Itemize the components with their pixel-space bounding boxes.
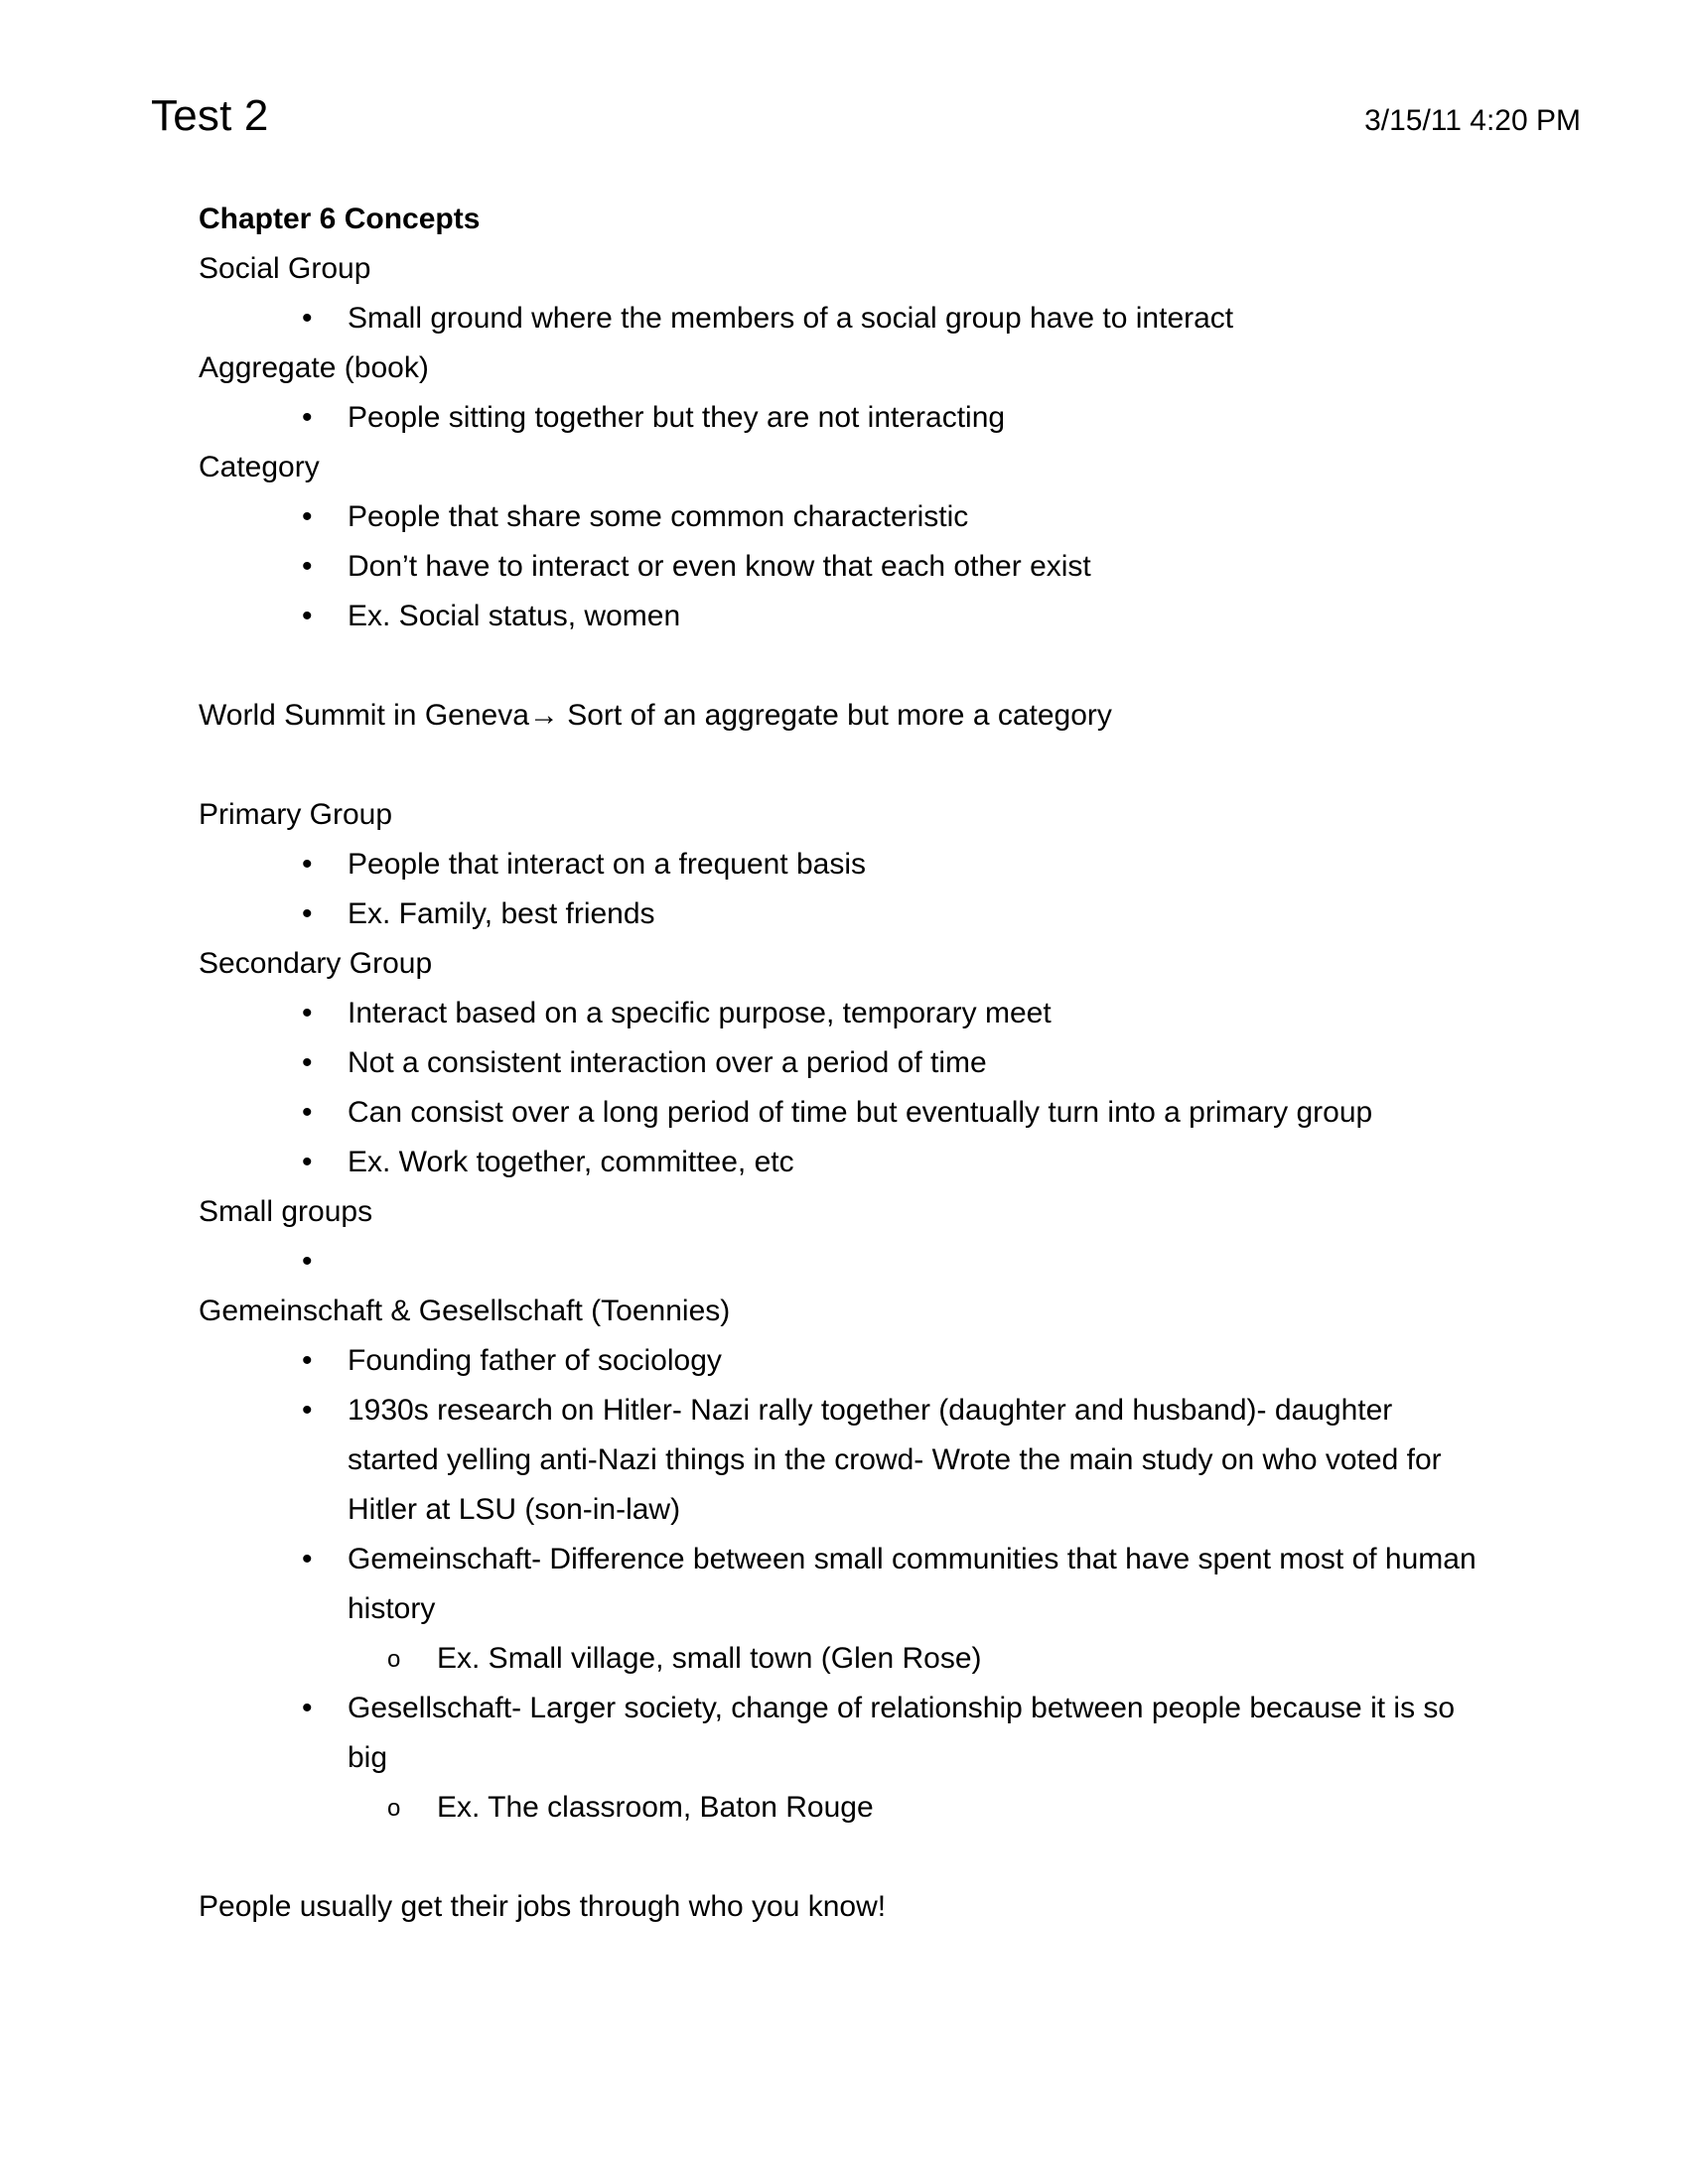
disc-bullet-icon: • [302,997,313,1029]
outline-term: World Summit in Geneva→ Sort of an aggregate but more a category [199,699,1112,732]
outline-term: Social Group [199,252,371,285]
page-title: Test 2 [151,91,269,140]
document-body [199,195,1489,1932]
disc-bullet-icon: • [302,1046,313,1079]
sub-bullet-item [199,1783,1489,1833]
disc-bullet-icon: • [302,500,313,533]
bullet-text: Don’t have to interact or even know that each other exist [348,550,1091,583]
bullet-text: Ex. Social status, women [348,600,681,632]
disc-bullet-icon: • [302,302,313,335]
bullet-text: Interact based on a specific purpose, temporary meet [348,997,1052,1029]
bullet-item [199,1336,1489,1386]
bullet-item [199,1386,1489,1535]
bullet-text: Founding father of sociology [348,1344,722,1377]
blank-line [199,741,1489,790]
bullet-item [199,1237,1489,1287]
bullet-item [199,393,1489,443]
bullet-text: People that interact on a frequent basis [348,848,867,881]
disc-bullet-icon: • [302,848,313,881]
outline-term: Small groups [199,1195,373,1228]
disc-bullet-icon: • [302,1146,313,1178]
bullet-text: 1930s research on Hitler- Nazi rally together (daughter and husband)- daughter started yelling anti-Nazi things in the crowd- Wrote the main study on who voted for Hitler at LSU (son-in-law) [348,1394,1442,1526]
bullet-text: Ex. The classroom, Baton Rouge [437,1791,874,1824]
bullet-item [199,840,1489,889]
bullet-item [199,1684,1489,1783]
bullet-item [199,1138,1489,1187]
bullet-text: Ex. Small village, small town (Glen Rose) [437,1642,982,1675]
bullet-text: Gemeinschaft- Difference between small communities that have spent most of human history [348,1543,1477,1625]
disc-bullet-icon: • [302,1543,313,1575]
disc-bullet-icon: • [302,897,313,930]
blank-line [199,641,1489,691]
outline-term: Secondary Group [199,947,433,980]
bullet-text: Can consist over a long period of time but eventually turn into a primary group [348,1096,1373,1129]
bullet-text: Gesellschaft- Larger society, change of relationship between people because it is so big [348,1692,1456,1774]
bullet-item [199,1535,1489,1634]
outline-term: Category [199,451,320,483]
disc-bullet-icon: • [302,1692,313,1724]
document-header [151,91,1581,140]
circle-bullet-icon: o [387,1646,401,1673]
bullet-text: Ex. Family, best friends [348,897,655,930]
disc-bullet-icon: • [302,1344,313,1377]
disc-bullet-icon: • [302,1245,313,1278]
blank-line [199,1833,1489,1882]
bullet-text: Not a consistent interaction over a period of time [348,1046,987,1079]
disc-bullet-icon: • [302,1096,313,1129]
bullet-item [199,492,1489,542]
sub-bullet-item [199,1634,1489,1684]
disc-bullet-icon: • [302,550,313,583]
document-timestamp: 3/15/11 4:20 PM [1364,104,1581,137]
bullet-text: People that share some common characteristic [348,500,969,533]
section-heading: Chapter 6 Concepts [199,203,481,235]
bullet-item [199,1088,1489,1138]
bullet-item [199,1038,1489,1088]
outline-term: People usually get their jobs through who you know! [199,1890,887,1923]
bullet-text: Ex. Work together, committee, etc [348,1146,794,1178]
outline-term: Primary Group [199,798,393,831]
bullet-item [199,542,1489,592]
circle-bullet-icon: o [387,1795,401,1822]
bullet-item [199,294,1489,343]
outline-term: Gemeinschaft & Gesellschaft (Toennies) [199,1295,731,1327]
outline-term: Aggregate (book) [199,351,429,384]
bullet-text: Small ground where the members of a social group have to interact [348,302,1234,335]
disc-bullet-icon: • [302,600,313,632]
disc-bullet-icon: • [302,401,313,434]
bullet-item [199,592,1489,641]
disc-bullet-icon: • [302,1394,313,1427]
bullet-item [199,889,1489,939]
bullet-item [199,989,1489,1038]
bullet-text: People sitting together but they are not interacting [348,401,1006,434]
